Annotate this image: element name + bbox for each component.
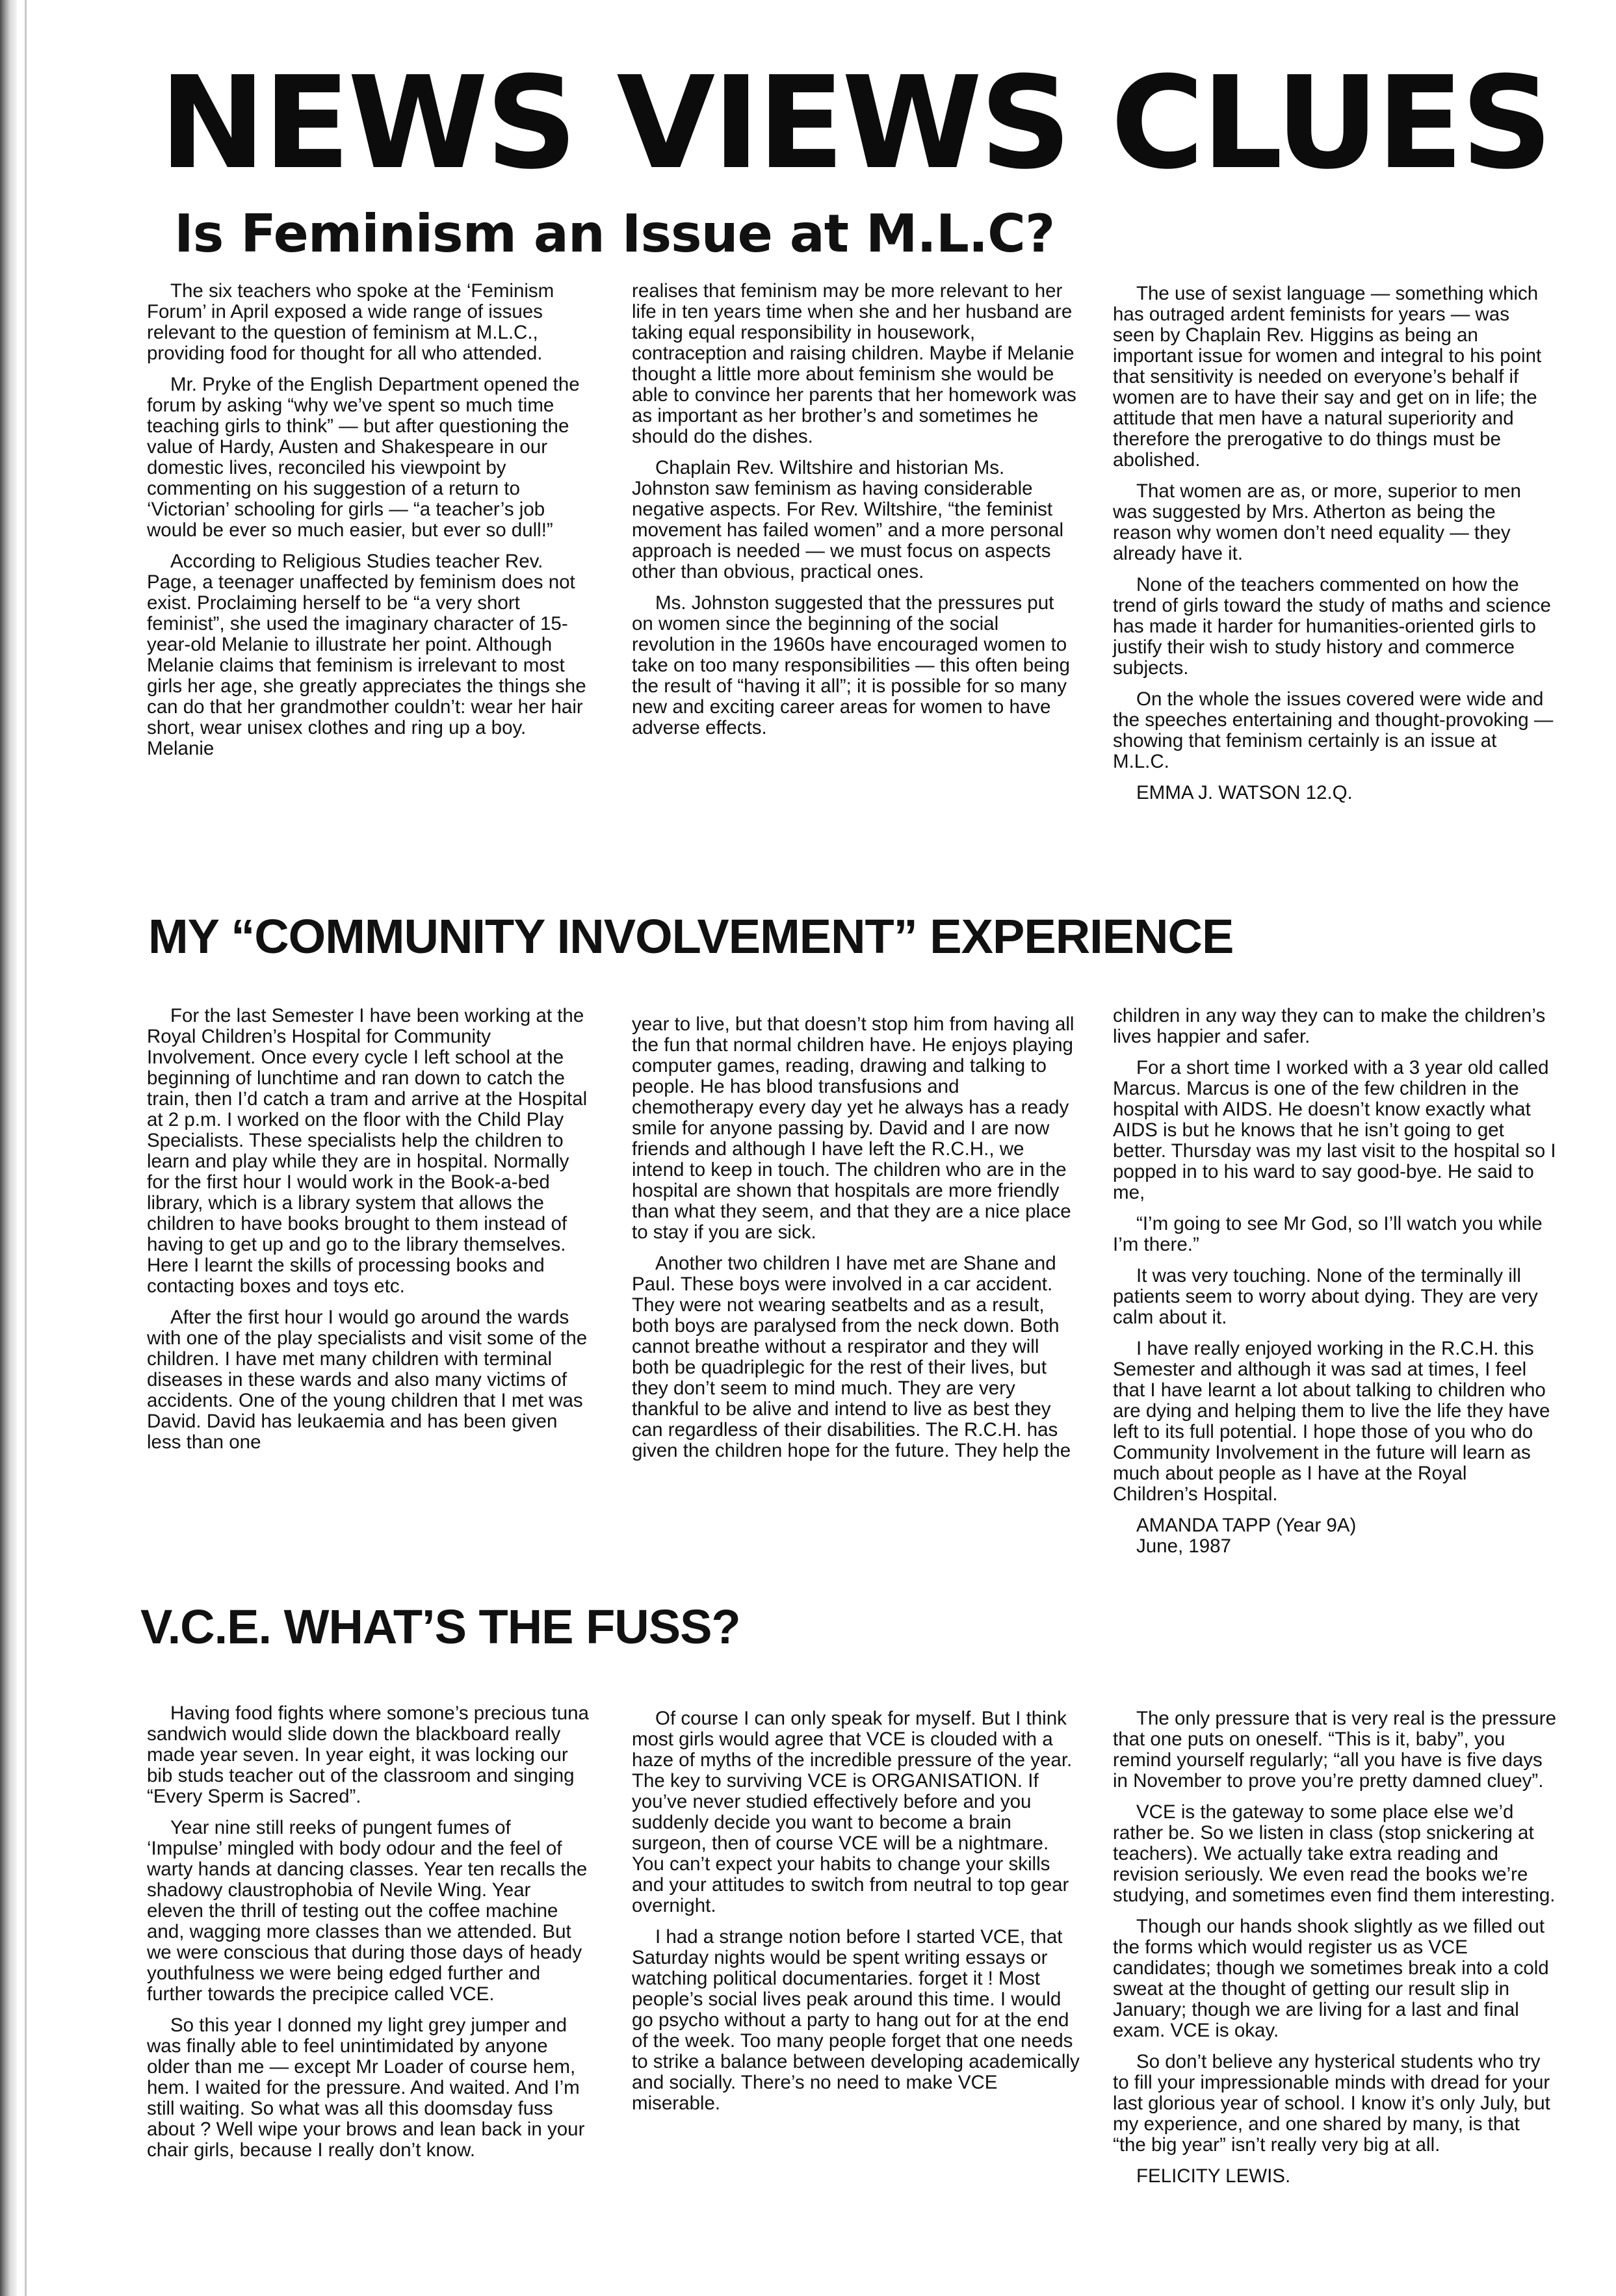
paragraph: Having food fights where somone’s precious tuna sandwich would slide down the blackboard really made year seven. In year eight, it was locking our bib studs teacher out of the classroom and singing “Every Sperm is Sacred”. (147, 1702, 589, 1807)
paragraph: Chaplain Rev. Wiltshire and historian Ms. Johnston saw feminism as having considerable negative aspects. For Rev. Wiltshire, “the feminist movement has failed women” and a more personal approach is needed — we must focus on aspects other than obvious, practical ones. (632, 457, 1064, 582)
paragraph: None of the teachers commented on how the trend of girls toward the study of maths and science has made it harder for humanities-oriented girls to justify their wish to study history and commerce subjects. (1113, 574, 1551, 679)
paragraph: So this year I donned my light grey jumper and was finally able to feel unintimidated by anyone older than me — except Mr Loader of course hem, hem. I waited for the pressure. And waited. And I’m still waiting. So what was all this doomsday fuss about ? Well wipe your brows and lean back in your chair girls, because I really don’t know. (147, 2015, 585, 2161)
community-column-3 (1113, 1006, 1556, 1557)
paragraph: Another two children I have met are Shane and Paul. These boys were involved in a car accident. They were not wearing seatbelts and as a result, both boys are paralysed from the neck down. Both cannot breathe without a respirator and they will both be quadriplegic for the rest of their lives, but they don’t seem to mind much. They are very thankful to be alive and intend to live as best they can regardless of their disabilities. The R.C.H. has given the children hope for the future. They help the (632, 1253, 1071, 1461)
paragraph: The six teachers who spoke at the ‘Feminism Forum’ in April exposed a wide range of issues relevant to the question of feminism at M.L.C., providing food for thought for all who attended. (147, 280, 554, 364)
paragraph: That women are as, or more, superior to men was suggested by Mrs. Atherton as being the reason why women don’t need equality — they already have it. (1113, 480, 1521, 564)
community-column-1 (147, 1006, 590, 1463)
paragraph: year to live, but that doesn’t stop him from having all the fun that normal children have. He enjoys playing computer games, reading, drawing and talking to people. He has blood transfusions and chemotherapy every day yet he always has a ready smile for anyone passing by. David and I are now friends and although I have left the R.C.H., we intend to keep in touch. The children who are in the hospital are shown that hospitals are more friendly than what they seem, and that they are a nice place to stay if you are sick. (632, 1013, 1075, 1243)
paragraph: So don’t believe any hysterical students who try to fill your impressionable minds with dread for your last glorious year of school. I know it’s only July, but my experience, and one shared by many, is that “the big year” isn’t really very big at all. (1113, 2051, 1550, 2156)
vce-column-3 (1113, 1708, 1556, 2187)
paragraph: According to Religious Studies teacher Rev. Page, a teenager unaffected by feminism does not exist. Proclaiming herself to be “a very short feminist”, she used the imaginary character of 15-year-old Melanie to illustrate her point. Although Melanie claims that feminism is irrelevant to most girls her age, she greatly appreciates the things she can do that her grandmother couldn’t: wear her hair short, wear unisex clothes and ring up a boy. Melanie (147, 551, 586, 759)
paragraph: The only pressure that is very real is the pressure that one puts on oneself. “This is it, baby”, you remind yourself regularly; “all you have is five days in November to prove you’re pretty damned cluey”. (1113, 1708, 1557, 1792)
feminism-column-2 (632, 281, 1080, 749)
community-article-title: MY “COMMUNITY INVOLVEMENT” EXPERIENCE (148, 909, 1234, 963)
paragraph: Year nine still reeks of pungent fumes of ‘Impulse’ mingled with body odour and the feel of warty hands at dancing classes. Year ten recalls the shadowy claustrophobia of Nevile Wing. Year eleven the thrill of testing out the coffee machine and, wagging more classes than we attended. But we were conscious that during those days of heady youthfulness we were being edged further and further towards the precipice called VCE. (147, 1817, 588, 2005)
paragraph: children in any way they can to make the children’s lives happier and safer. (1113, 1005, 1546, 1047)
community-column-2 (632, 1014, 1080, 1472)
paragraph: Mr. Pryke of the English Department opened the forum by asking “why we’ve spent so much time teaching girls to think” — but after questioning the value of Hardy, Austen and Shakespeare in our domestic lives, reconciled his viewpoint by commenting on his suggestion of a return to ‘Victorian’ schooling for girls — “a teacher’s job would be ever so much easier, but ever so dull!” (147, 374, 580, 541)
page-binding-line (25, 0, 27, 2296)
paragraph: For a short time I worked with a 3 year old called Marcus. Marcus is one of the few children in the hospital with AIDS. He doesn’t know exactly what AIDS is but he knows that he isn’t going to get better. Thursday was my last visit to the hospital so I popped in to his ward to say good-bye. He said to me, (1113, 1057, 1556, 1203)
paragraph: realises that feminism may be more relevant to her life in ten years time when she and her husband are taking equal responsibility in housework, contraception and raising children. Maybe if Melanie thought a little more about feminism she would be able to convince her parents that her homework was as important as her brother’s and sometimes he should do the dishes. (632, 280, 1076, 447)
paragraph: It was very touching. None of the terminally ill patients seem to worry about dying. They are very calm about it. (1113, 1265, 1538, 1328)
vce-column-2 (632, 1708, 1080, 2124)
author-signature: FELICITY LEWIS. (1136, 2165, 1291, 2187)
paragraph: Though our hands shook slightly as we filled out the forms which would register us as VCE candidates; though we sometimes break into a cold sweat at the thought of getting our result slip in January; though we are living for a last and final exam. VCE is okay. (1113, 1916, 1549, 2041)
author-signature: EMMA J. WATSON 12.Q. (1136, 782, 1353, 803)
paragraph: After the first hour I would go around the wards with one of the play specialists and visit some of the children. I have met many children with terminal diseases in these wards and also many victims of accidents. One of the young children that I met was David. David has leukaemia and has been given less than one (147, 1307, 588, 1453)
feminism-article-title: Is Feminism an Issue at M.L.C? (174, 203, 1055, 264)
page-binding-edge (0, 0, 17, 2296)
vce-column-1 (147, 1703, 590, 2171)
article-date: June, 1987 (1136, 1535, 1231, 1557)
feminism-column-1 (147, 281, 590, 770)
paragraph: Of course I can only speak for myself. But I think most girls would agree that VCE is clouded with a haze of myths of the incredible pressure of the year. The key to surviving VCE is ORGANISATION. If you’ve never studied effectively before and you suddenly decide you want to become a brain surgeon, then of course VCE will be a nightmare. You can’t expect your habits to change your skills and your attitudes to switch from neutral to top gear overnight. (632, 1708, 1073, 1916)
paragraph: I had a strange notion before I started VCE, that Saturday nights would be spent writing essays or watching political documentaries. forget it ! Most people’s social lives peak around this time. I would go psycho without a party to hang out for at the end of the week. Too many people forget that one needs to strike a balance between developing academically and socially. There’s no need to make VCE miserable. (632, 1926, 1080, 2114)
paragraph: On the whole the issues covered were wide and the speeches entertaining and thought-provoking — showing that feminism certainly is an issue at M.L.C. (1113, 688, 1554, 772)
vce-article-title: V.C.E. WHAT’S THE FUSS? (140, 1600, 740, 1654)
paragraph: VCE is the gateway to some place else we’d rather be. So we listen in class (stop snickering at teachers). We actually take extra reading and revision seriously. We even read the books we’re studying, and sometimes even find them interesting. (1113, 1801, 1556, 1906)
author-signature: AMANDA TAPP (Year 9A) (1136, 1515, 1357, 1536)
paragraph: “I’m going to see Mr God, so I’ll watch you while I’m there.” (1113, 1213, 1543, 1255)
paragraph: The use of sexist language — something which has outraged ardent feminists for years — was seen by Chaplain Rev. Higgins as being an important issue for women and integral to his point that sensitivity is needed on everyone’s behalf if women are to have their say and get on in life; the attitude that men have a natural superiority and therefore the prerogative to do things must be abolished. (1113, 283, 1542, 471)
paragraph: I have really enjoyed working in the R.C.H. this Semester and although it was sad at times, I feel that I have learnt a lot about talking to children who are dying and helping them to live the life they have left to its full potential. I hope those of you who do Community Involvement in the future will learn as much about people as I have at the Royal Children’s Hospital. (1113, 1338, 1550, 1505)
masthead-title: NEWS VIEWS CLUES (159, 49, 1550, 198)
paragraph: Ms. Johnston suggested that the pressures put on women since the beginning of the social revolution in the 1960s have encouraged women to take on too many responsibilities — this often being the result of “having it all”; it is possible for so many new and exciting career areas for women to have adverse effects. (632, 592, 1070, 738)
feminism-column-3 (1113, 283, 1556, 803)
paragraph: For the last Semester I have been working at the Royal Children’s Hospital for Community Involvement. Once every cycle I left school at the beginning of lunchtime and ran down to catch the train, then I’d catch a tram and arrive at the Hospital at 2 p.m. I worked on the floor with the Child Play Specialists. These specialists help the children to learn and play while they are in hospital. Normally for the first hour I would work in the Book-a-bed library, which is a library system that allows the children to have books brought to them instead of having to get up and go to the library themselves. Here I learnt the skills of processing books and contacting boxes and toys etc. (147, 1005, 588, 1297)
